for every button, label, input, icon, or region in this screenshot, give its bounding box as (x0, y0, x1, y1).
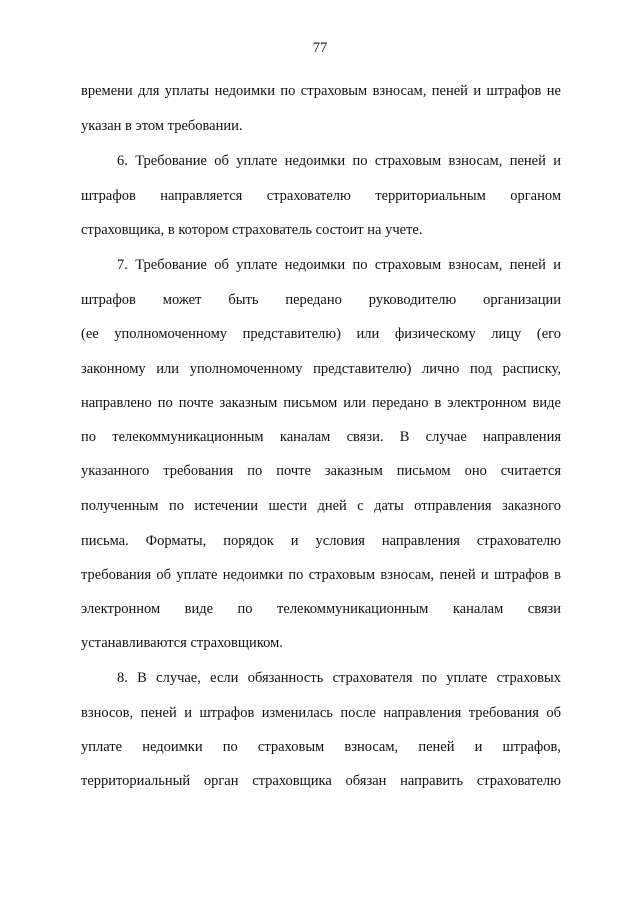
text-line: требования об уплате недоимки по страховым взносам, пеней и штрафов в (81, 567, 561, 583)
text-line: страховщика, в котором страхователь состоит на учете. (81, 222, 423, 238)
text-line: электронном виде по телекоммуникационным каналам связи (81, 601, 561, 617)
page-number: 77 (312, 40, 328, 56)
text-line: полученным по истечении шести дней с даты отправления заказного (81, 498, 561, 514)
text-line: законному или уполномоченному представителю) лично под расписку, (81, 361, 561, 377)
text-line: письма. Форматы, порядок и условия направления страхователю (81, 533, 561, 549)
paragraph-8-start: 8. В случае, если обязанность страхователя по уплате страховых (117, 670, 561, 686)
text-line: штрафов направляется страхователю территориальным органом (81, 188, 561, 204)
text-line: по телекоммуникационным каналам связи. В случае направления (81, 429, 561, 445)
text-line: направлено по почте заказным письмом или передано в электронном виде (81, 395, 561, 411)
text-line: указан в этом требовании. (81, 118, 243, 134)
text-line: устанавливаются страховщиком. (81, 635, 283, 651)
text-line: территориальный орган страховщика обязан направить страхователю (81, 773, 561, 789)
text-line: времени для уплаты недоимки по страховым взносам, пеней и штрафов не (81, 83, 561, 99)
text-line: взносов, пеней и штрафов изменилась после направления требования об (81, 705, 561, 721)
paragraph-6-start: 6. Требование об уплате недоимки по страховым взносам, пеней и (117, 153, 561, 169)
text-line: (ее уполномоченному представителю) или физическому лицу (его (81, 326, 561, 342)
text-line: указанного требования по почте заказным письмом оно считается (81, 463, 561, 479)
paragraph-7-start: 7. Требование об уплате недоимки по страховым взносам, пеней и (117, 257, 561, 273)
text-line: уплате недоимки по страховым взносам, пеней и штрафов, (81, 739, 561, 755)
text-line: штрафов может быть передано руководителю организации (81, 292, 561, 308)
